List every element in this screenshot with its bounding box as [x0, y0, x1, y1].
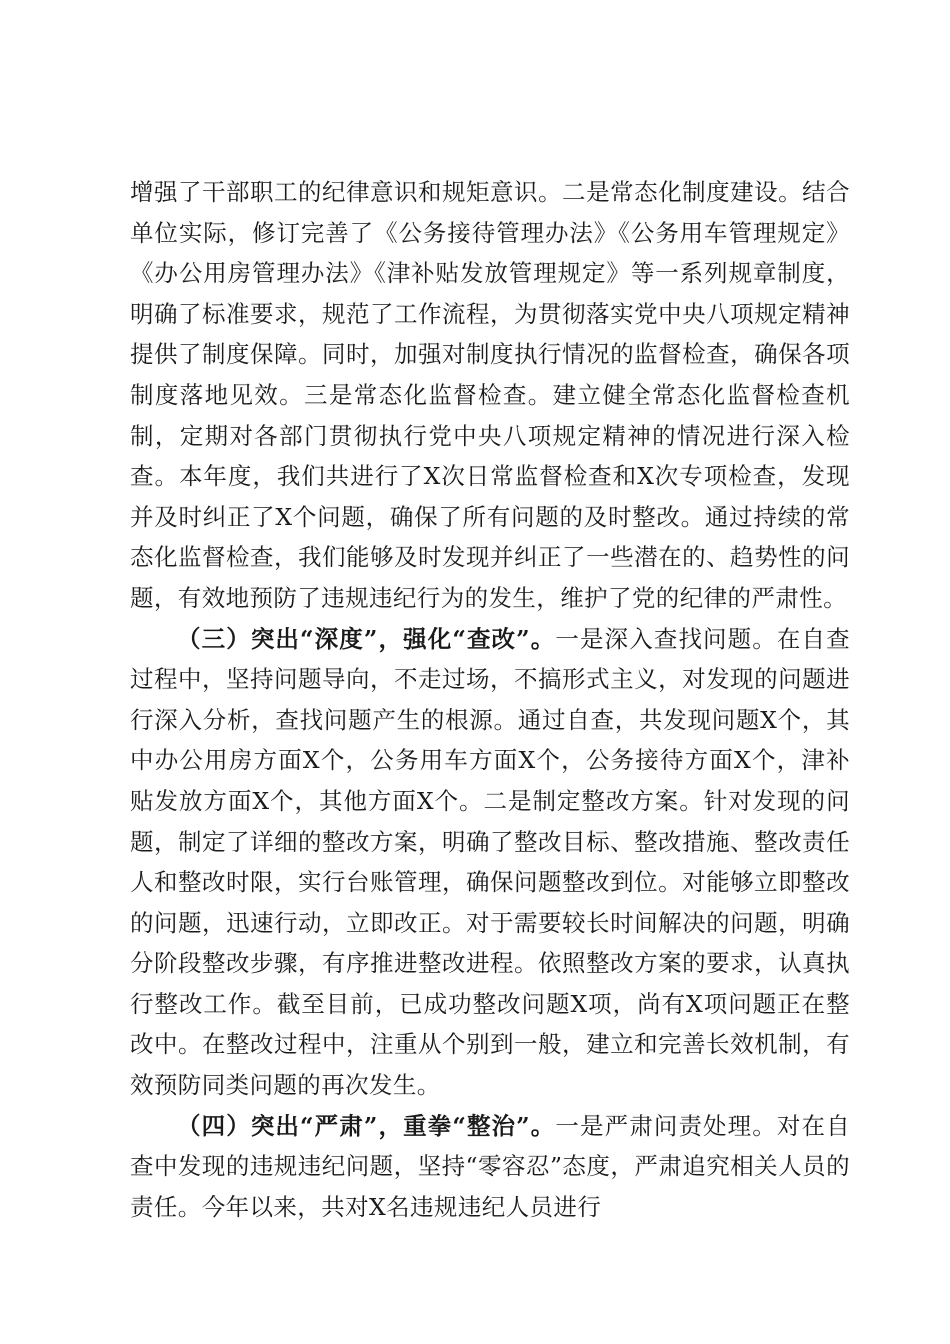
section-heading-three: （三）突出“深度”，强化“查改”。 [177, 624, 556, 653]
paragraph-text: 一是严肃问责处理。对在自查中发现的违规违纪问题，坚持“零容忍”态度，严肃追究相关人员的责任。今年以来，共对X名违规违纪人员进行 [130, 1111, 850, 1221]
paragraph-section-three [130, 619, 850, 1106]
document-body [130, 172, 850, 1227]
paragraph-continuation [130, 172, 850, 619]
section-heading-four: （四）突出“严肃”，重拳“整治”。 [177, 1111, 556, 1140]
paragraph-text: 一是深入查找问题。在自查过程中，坚持问题导向，不走过场，不搞形式主义，对发现的问题进行深入分析，查找问题产生的根源。通过自查，共发现问题X个，其中办公用房方面X个，公务用车方面X个，公务接待方面X个，津补贴发放方面X个，其他方面X个。二是制定整改方案。针对发现的问题，制定了详细的整改方案，明确了整改目标、整改措施、整改责任人和整改时限，实行台账管理，确保问题整改到位。对能够立即整改的问题，迅速行动，立即改正。对于需要较长时间解决的问题，明确分阶段整改步骤，有序推进整改进程。依照整改方案的要求，认真执行整改工作。截至目前，已成功整改问题X项，尚有X项问题正在整改中。在整改过程中，注重从个别到一般，建立和完善长效机制，有效预防同类问题的再次发生。 [130, 624, 850, 1100]
paragraph-section-four [130, 1106, 850, 1228]
paragraph-text: 增强了干部职工的纪律意识和规矩意识。二是常态化制度建设。结合单位实际，修订完善了《公务接待管理办法》《公务用车管理规定》《办公用房管理办法》《津补贴发放管理规定》等一系列规章制度，明确了标准要求，规范了工作流程，为贯彻落实党中央八项规定精神提供了制度保障。同时，加强对制度执行情况的监督检查，确保各项制度落地见效。三是常态化监督检查。建立健全常态化监督检查机制，定期对各部门贯彻执行党中央八项规定精神的情况进行深入检查。本年度，我们共进行了X次日常监督检查和X次专项检查，发现并及时纠正了X个问题，确保了所有问题的及时整改。通过持续的常态化监督检查，我们能够及时发现并纠正了一些潜在的、趋势性的问题，有效地预防了违规违纪行为的发生，维护了党的纪律的严肃性。 [130, 178, 850, 612]
